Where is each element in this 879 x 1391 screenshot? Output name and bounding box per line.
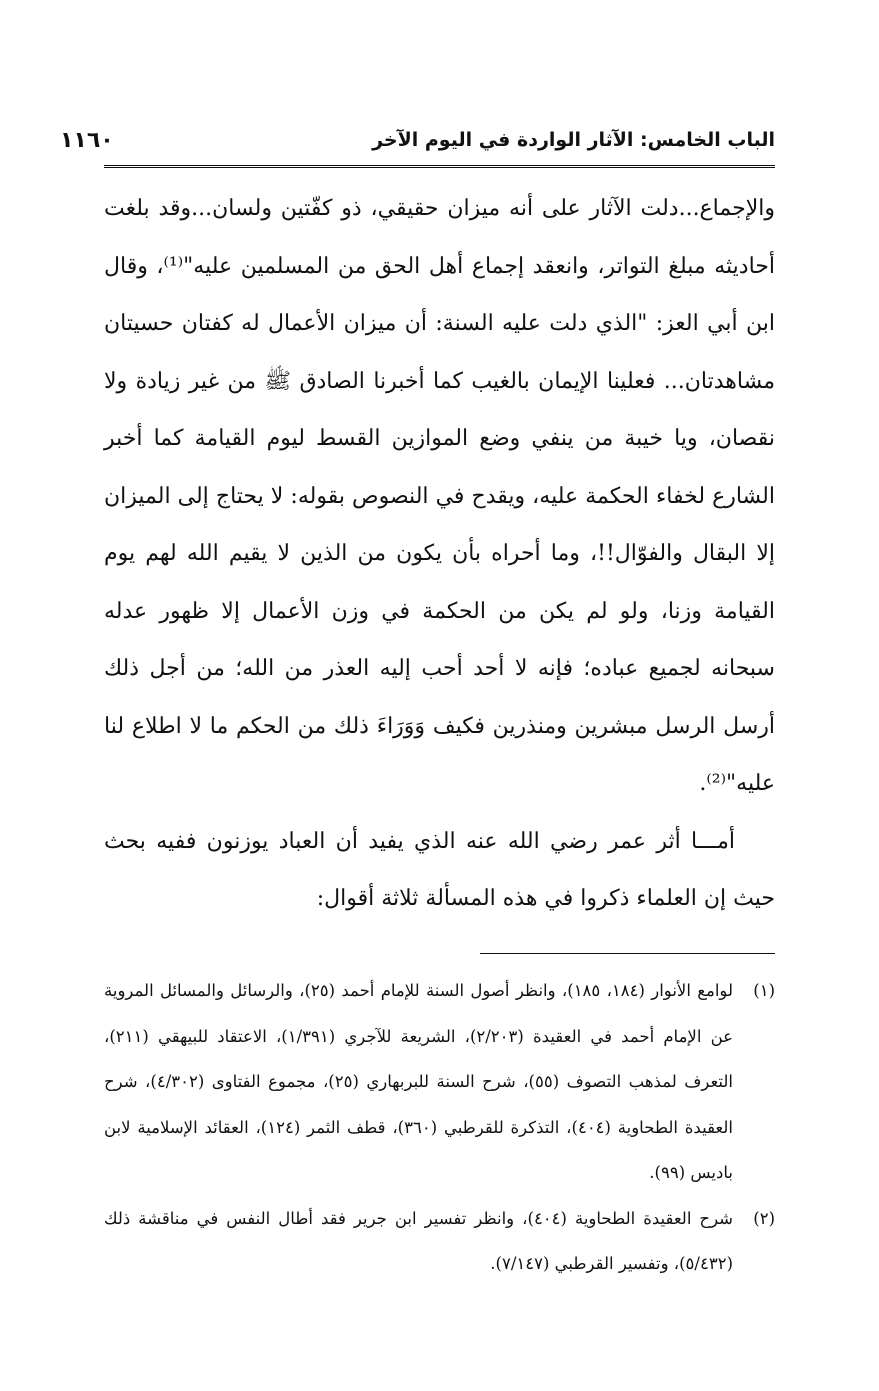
body-paragraph-2: أمـــا أثر عمر رضي الله عنه الذي يفيد أن العباد يوزنون ففيه بحث حيث إن العلماء ذكروا في هذه المسألة ثلاثة أقوال: [104,828,775,911]
footnote-separator [480,953,775,954]
footnote-2 [104,1196,775,1287]
footnote-number: (١) [753,981,775,1000]
main-text [104,180,775,928]
footnote-text: لوامع الأنوار (١٨٤، ١٨٥)، وانظر أصول السنة للإمام أحمد (٢٥)، والرسائل والمسائل المروية عن الإمام أحمد في العقيدة (٢/٢٠٣)، الشريعة للآجري (١/٣٩١)، الاعتقاد للبيهقي (٢١١)، التعرف لمذهب التصوف (٥٥)، شرح السنة للبربهاري (٢٥)، مجموع الفتاوى (٤/٣٠٢)، شرح العقيدة الطحاوية (٤٠٤)، التذكرة للقرطبي (٣٦٠)، قطف الثمر (١٢٤)، العقائد الإسلامية لابن باديس (٩٩). [104,981,733,1182]
page-number: ١١٦٠ [60,127,114,153]
footnotes [104,968,775,1287]
header-rule [104,165,775,168]
page-header [60,120,775,160]
running-title: الباب الخامس: الآثار الواردة في اليوم الآخر [372,129,775,151]
footnote-text: شرح العقيدة الطحاوية (٤٠٤)، وانظر تفسير ابن جرير فقد أطال النفس في مناقشة ذلك (٥/٤٣٢)، وتفسير القرطبي (٧/١٤٧). [104,1208,734,1273]
footnote-1 [104,968,775,1196]
body-paragraph-1: والإجماع...دلت الآثار على أنه ميزان حقيقي، ذو كفّتين ولسان...وقد بلغت أحاديثه مبلغ التواتر، وانعقد إجماع أهل الحق من المسلمين عليه"⁽¹⁾، وقال ابن أبي العز: "الذي دلت عليه السنة: أن ميزان الأعمال له كفتان حسيتان مشاهدتان... فعلينا الإيمان بالغيب كما أخبرنا الصادق ﷺ من غير زيادة ولا نقصان، ويا خيبة من ينفي وضع الموازين القسط ليوم القيامة كما أخبر الشارع لخفاء الحكمة عليه، ويقدح في النصوص بقوله: لا يحتاج إلى الميزان إلا البقال والفوّال!!، وما أحراه بأن يكون من الذين لا يقيم الله لهم يوم القيامة وزنا، ولو لم يكن من الحكمة في وزن الأعمال إلا ظهور عدله سبحانه لجميع عباده؛ فإنه لا أحد أحب إليه العذر من الله؛ من أجل ذلك أرسل الرسل مبشرين ومنذرين فكيف وَوَرَاءَ ذلك من الحكم ما لا اطلاع لنا عليه"⁽²⁾. [104,196,776,796]
footnote-number: (٢) [753,1208,775,1228]
